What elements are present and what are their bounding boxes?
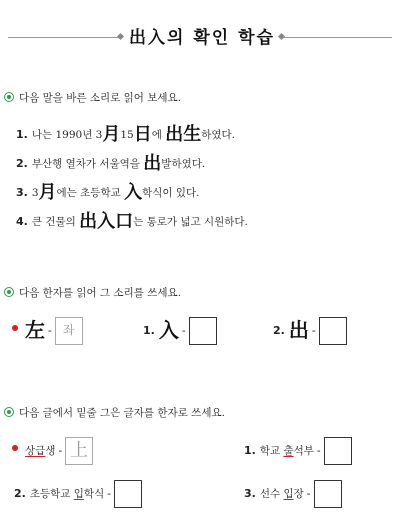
- hanja-char: 出入口: [79, 211, 134, 232]
- hanja-char: 月: [102, 124, 121, 145]
- sentence-text: 15: [120, 129, 134, 141]
- sentence-text: 큰 건물의: [31, 216, 80, 228]
- word-text: 석부: [293, 445, 314, 457]
- target-bullet-icon: [4, 287, 14, 297]
- word-text: 선수: [259, 488, 284, 500]
- item-number: 3.: [244, 487, 256, 500]
- dash: -: [306, 487, 311, 500]
- item-number: 4.: [16, 215, 28, 228]
- underlined-syllable: 상급: [25, 445, 46, 457]
- item-number: 2.: [14, 487, 26, 500]
- item-number: 2.: [16, 157, 28, 170]
- dash: -: [311, 324, 316, 337]
- item-number: 1.: [16, 128, 28, 141]
- title-rule-left: [8, 37, 120, 38]
- section2-example: [12, 314, 83, 345]
- title-bar: [0, 22, 400, 52]
- section3-heading: [4, 405, 225, 420]
- red-bullet-icon: [12, 445, 18, 451]
- sentence-text: 는 통로가 넓고 시원하다.: [133, 216, 248, 228]
- section3-item-1: [244, 437, 352, 465]
- section2-item-1: [143, 314, 217, 345]
- hanja-char: 日: [133, 124, 152, 145]
- sentence-text: 부산행 열차가 서울역을: [31, 158, 144, 170]
- dash: -: [58, 444, 63, 457]
- item-number: 1.: [244, 444, 256, 457]
- item-number: 1.: [143, 324, 155, 337]
- hanja-char: 出生: [165, 124, 202, 145]
- example-answer-box: 좌: [55, 317, 83, 345]
- target-bullet-icon: [4, 92, 14, 102]
- word-text: 장: [293, 488, 304, 500]
- answer-box[interactable]: [324, 437, 352, 465]
- answer-box[interactable]: [314, 480, 342, 508]
- section3-example: [12, 437, 93, 465]
- title-rule-right: [284, 37, 392, 38]
- section1-item-1: [16, 120, 235, 146]
- word-text: 초등학교: [29, 488, 74, 500]
- underlined-syllable: 입: [283, 488, 294, 500]
- answer-box[interactable]: [114, 480, 142, 508]
- word-text: 생: [45, 445, 56, 457]
- sentence-text: 에: [151, 129, 166, 141]
- hanja-char: 出: [288, 318, 309, 342]
- dash: -: [107, 487, 111, 500]
- section3-item-3: [244, 480, 342, 508]
- dash: -: [181, 324, 186, 337]
- example-answer-box: 上: [65, 437, 93, 465]
- sentence-text: 3: [31, 187, 39, 199]
- target-bullet-icon: [4, 407, 14, 417]
- section1-heading: [4, 90, 181, 105]
- hanja-char: 入: [124, 182, 143, 203]
- section2-heading: [4, 285, 181, 300]
- answer-box[interactable]: [319, 317, 347, 345]
- section1-item-4: [16, 207, 248, 233]
- red-bullet-icon: [12, 325, 18, 331]
- dash: -: [316, 444, 321, 457]
- item-number: 2.: [273, 324, 285, 337]
- sentence-text: 학식이 있다.: [142, 187, 200, 199]
- section1-item-2: [16, 149, 205, 175]
- section2-item-2: [273, 314, 347, 345]
- hanja-char: 月: [38, 182, 57, 203]
- section1-heading-text: 다음 말을 바른 소리로 읽어 보세요.: [19, 92, 182, 104]
- sentence-text: 에는 초등학교: [56, 187, 125, 199]
- answer-box[interactable]: [189, 317, 217, 345]
- sentence-text: 발하였다.: [161, 158, 206, 170]
- dash: -: [48, 324, 52, 337]
- sentence-text: 하였다.: [201, 129, 235, 141]
- title-dot-left: [117, 33, 124, 40]
- sentence-text: 나는 1990년 3: [31, 129, 103, 141]
- underlined-syllable: 출: [283, 445, 294, 457]
- section2-heading-text: 다음 한자를 읽어 그 소리를 쓰세요.: [19, 287, 182, 299]
- section3-heading-text: 다음 글에서 밑줄 그은 글자를 한자로 쓰세요.: [19, 407, 225, 419]
- word-text: 학식: [83, 488, 105, 500]
- underlined-syllable: 입: [73, 488, 84, 500]
- word-text: 학교: [259, 445, 284, 457]
- item-number: 3.: [16, 186, 28, 199]
- example-hanja: 左: [25, 318, 45, 342]
- hanja-char: 出: [143, 153, 162, 174]
- section1-item-3: [16, 178, 199, 204]
- section3-item-2: [14, 480, 142, 508]
- hanja-char: 入: [158, 318, 179, 342]
- page-title: 出入의 확인 학습: [129, 28, 275, 48]
